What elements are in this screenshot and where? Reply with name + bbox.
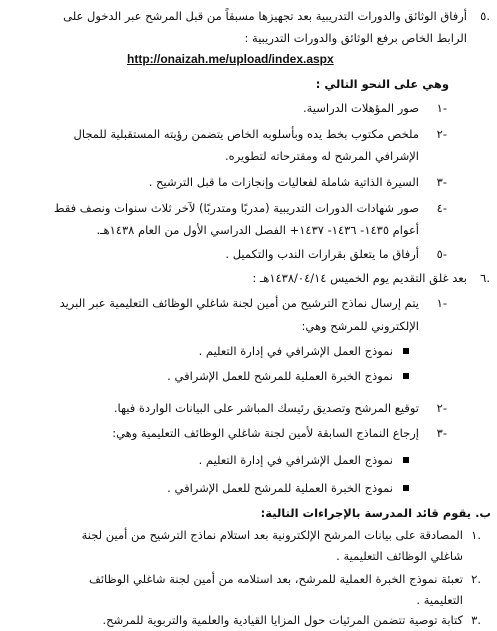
sub-number: ١- <box>436 296 447 310</box>
sub-item-4-line-2: أعوام ١٤٣٥- ١٤٣٦- ١٤٣٧+ الفصل الدراسي الأول من العام ١٤٣٨هـ. <box>96 223 419 237</box>
bullet-icon <box>403 373 409 379</box>
as-follows-heading: وهي على النحو التالي : <box>315 77 449 91</box>
sub-number: ٥- <box>436 247 447 261</box>
sub-item-3: السيرة الذاتية شاملة لفعاليات وإنجازات ما قبل الترشيح . <box>148 175 419 189</box>
item-number: ٥. <box>480 9 490 23</box>
sub-item-2-line-1: ملخص مكتوب بخط يده وبأسلوبه الخاص يتضمن رؤيته المستقبلية للمجال <box>73 127 419 141</box>
sub-number: ٣- <box>436 426 447 440</box>
sub-number: ٣- <box>436 175 447 189</box>
section-b-item-2-line-1: تعبئة نموذج الخبرة العملية للمرشح، بعد استلامه من أمين لجنة شاغلي الوظائف <box>88 572 463 586</box>
upload-link[interactable]: http://onaizah.me/upload/index.aspx <box>127 52 334 66</box>
sub-item-a1-line-2: الإلكتروني للمرشح وهي: <box>301 319 419 333</box>
section-b-item-3: كتابة توصية تتضمن المرئيات حول المزايا القيادية والعلمية والتربوية للمرشح. <box>102 613 463 627</box>
section-b-heading: ب. يقوم قائد المدرسة بالإجراءات التالية: <box>260 506 491 520</box>
sub-number: ٢. <box>471 572 481 586</box>
sub-item-1: صور المؤهلات الدراسية. <box>302 101 419 115</box>
bullet-item-3: نموذج العمل الإشرافي في إدارة التعليم . <box>198 453 393 467</box>
bullet-icon <box>403 457 409 463</box>
section-b-item-1-line-1: المصادقة على بيانات المرشح الإلكترونية بعد استلام نماذج الترشيح من أمين لجنة <box>81 528 463 542</box>
sub-number: ١- <box>436 101 447 115</box>
section-b-item-2-line-2: التعليمية . <box>416 593 463 607</box>
item-number: ٦. <box>480 271 490 285</box>
bullet-icon <box>403 348 409 354</box>
sub-number: ٢- <box>436 127 447 141</box>
sub-number: ٣. <box>471 613 481 627</box>
sub-number: ٢- <box>436 401 447 415</box>
item-6-heading: بعد غلق التقديم يوم الخميس ١٤٣٨/٠٤/١٤هـ : <box>252 271 467 285</box>
sub-number: ١. <box>471 528 481 542</box>
item-5-line-1: أرفاق الوثائق والدورات التدريبية بعد تجهيزها مسبقاً من قبل المرشح عبر الدخول على <box>63 9 467 23</box>
item-5-line-2: الرابط الخاص برفع الوثائق والدورات التدريبية : <box>244 31 467 45</box>
sub-item-a1-line-1: يتم إرسال نماذج الترشيح من أمين لجنة شاغلي الوظائف التعليمية عبر البريد <box>59 296 419 310</box>
sub-item-a3: إرجاع النماذج السابقة لأمين لجنة شاغلي الوظائف التعليمية وهي: <box>112 426 419 440</box>
bullet-item-1: نموذج العمل الإشرافي في إدارة التعليم . <box>198 344 393 358</box>
section-b-item-1-line-2: شاغلي الوظائف التعليمية . <box>336 549 463 563</box>
sub-item-4-line-1: صور شهادات الدورات التدريبية (مدربًا ومتدربًا) لآخر ثلاث سنوات ونصف فقط <box>53 201 419 215</box>
bullet-item-2: نموذج الخبرة العملية للمرشح للعمل الإشرافي . <box>167 369 393 383</box>
sub-item-2-line-2: الإشرافي المرشح له ومقترحاته لتطويره. <box>225 149 419 163</box>
sub-item-a2: توقيع المرشح وتصديق رئيسك المباشر على البيانات الواردة فيها. <box>113 401 419 415</box>
bullet-icon <box>403 485 409 491</box>
sub-item-5: أرفاق ما يتعلق بقرارات الندب والتكميل . <box>225 247 419 261</box>
bullet-item-4: نموذج الخبرة العملية للمرشح للعمل الإشرافي . <box>167 481 393 495</box>
sub-number: ٤- <box>436 201 447 215</box>
